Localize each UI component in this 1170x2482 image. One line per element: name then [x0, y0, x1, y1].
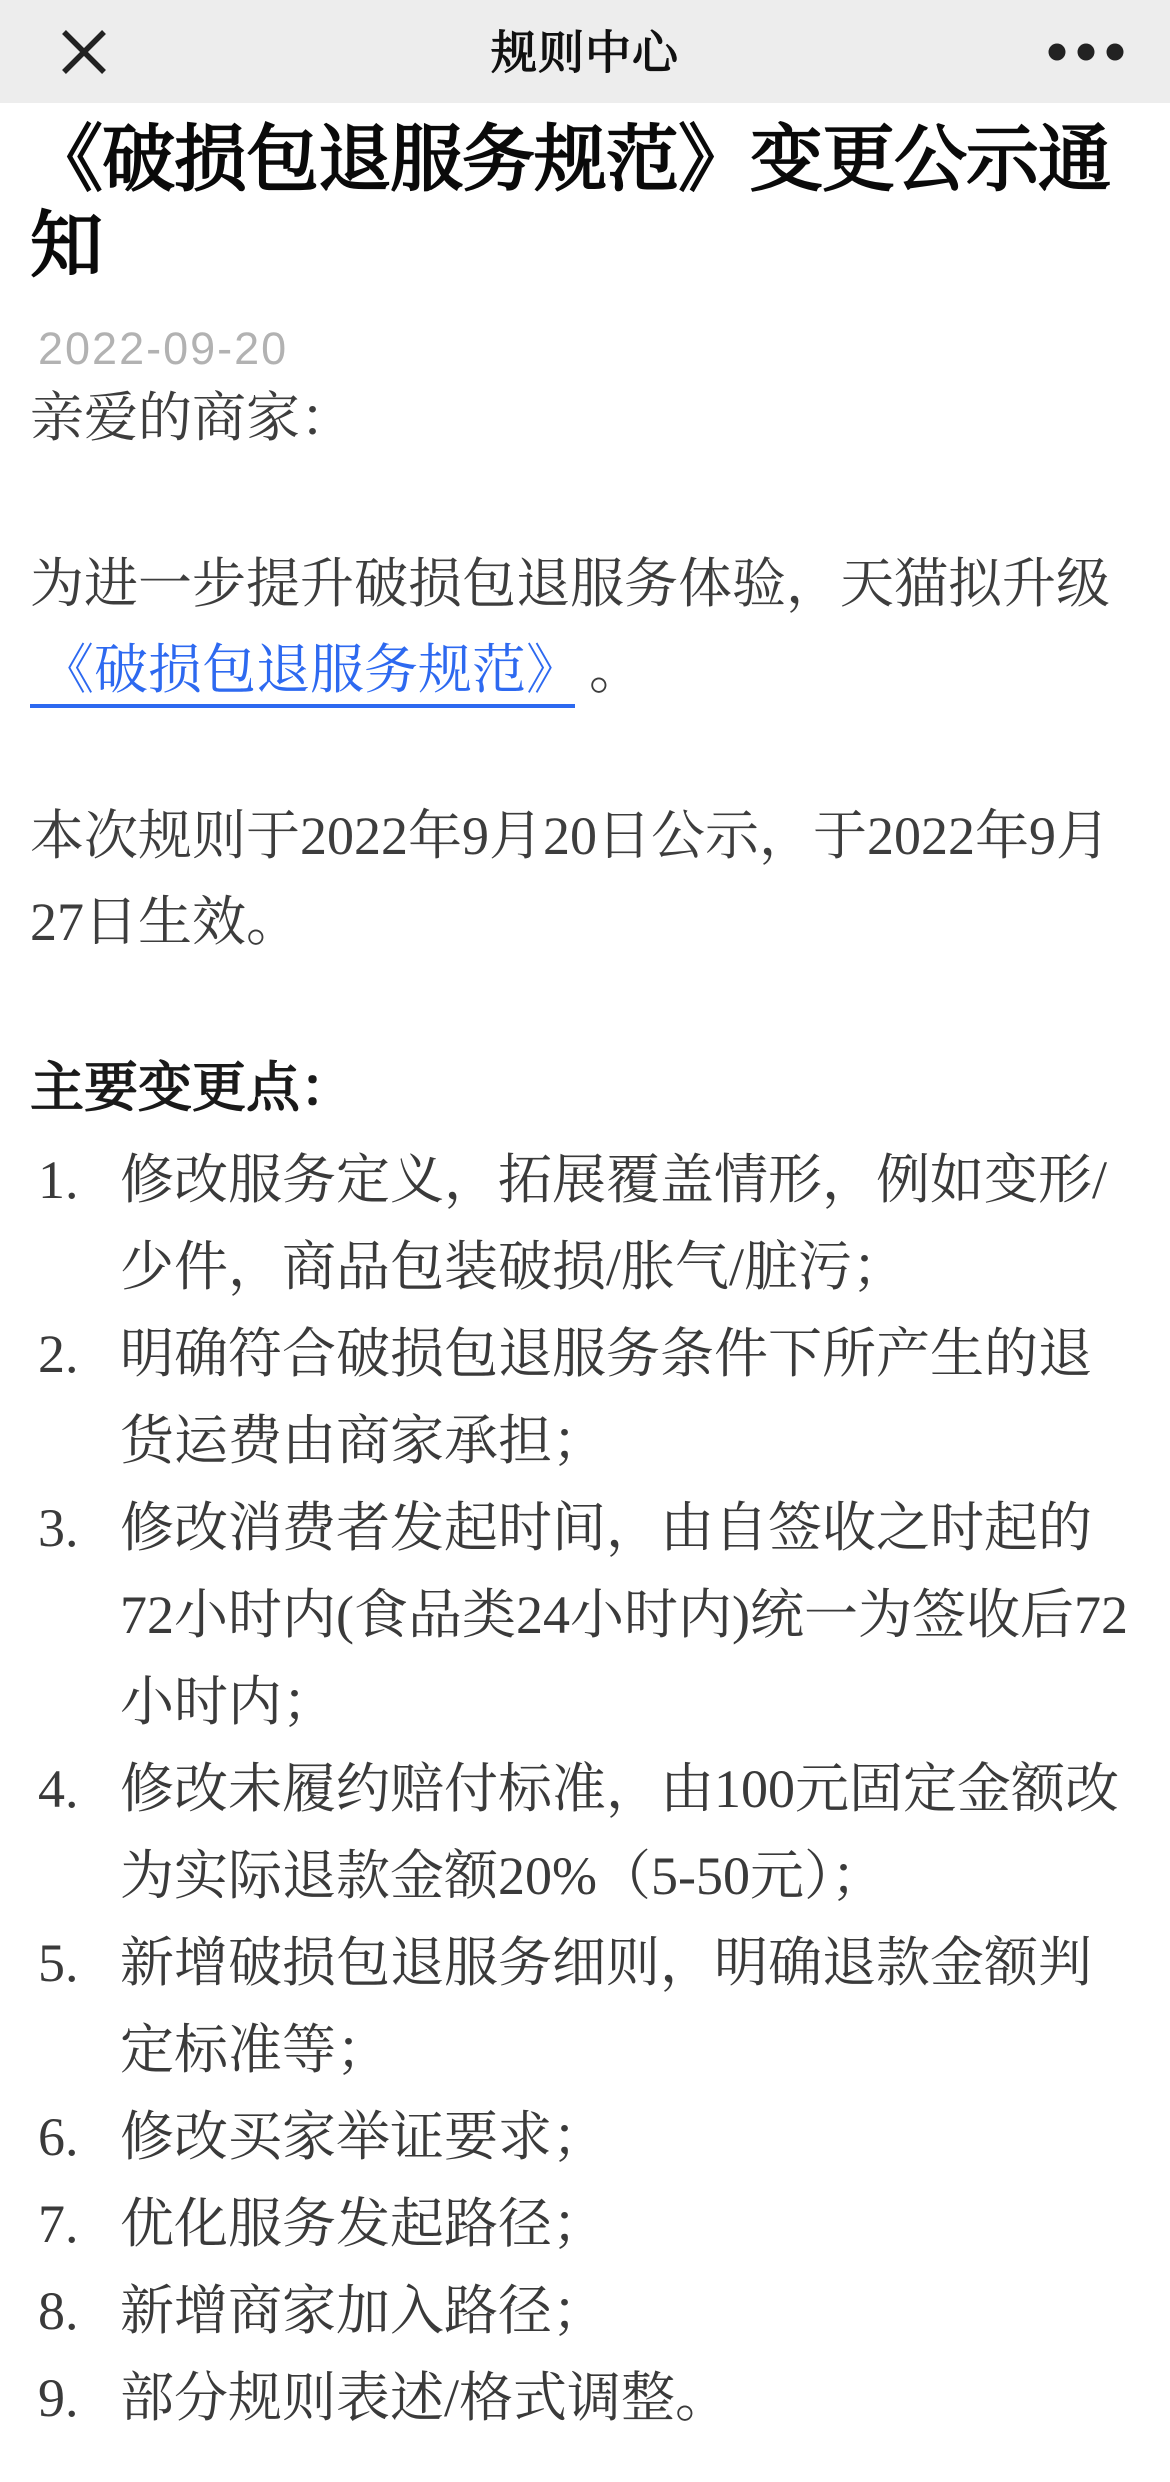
rule-spec-link[interactable]: 《破损包退服务规范》 — [30, 640, 575, 708]
change-item: 明确符合破损包退服务条件下所产生的退货运费由商家承担； — [120, 1324, 1092, 1472]
change-item: 优化服务发起路径； — [120, 2194, 606, 2255]
more-button[interactable] — [1054, 20, 1118, 84]
announce-paragraph: 本次规则于2022年9月20日公示，于2022年9月27日生效。 — [30, 806, 1110, 953]
article-title: 《破损包退服务规范》变更公示通知 — [30, 119, 1110, 287]
close-icon — [59, 27, 109, 77]
intro-paragraph — [30, 541, 1140, 713]
changes-heading: 主要变更点： — [30, 1058, 354, 1119]
change-item: 修改未履约赔付标准，由100元固定金额改为实际退款金额20%（5-50元）； — [120, 1759, 1119, 1907]
change-item: 修改买家举证要求； — [120, 2107, 606, 2168]
article-date: 2022-09-20 — [38, 323, 289, 375]
change-item: 部分规则表述/格式调整。 — [120, 2368, 730, 2429]
changes-list — [30, 1137, 1140, 2442]
greeting-text: 亲爱的商家： — [30, 388, 354, 449]
intro-after-link: 。 — [589, 640, 643, 701]
intro-before-link: 为进一步提升破损包退服务体验，天猫拟升级 — [30, 554, 1110, 615]
change-item: 修改服务定义，拓展覆盖情形，例如变形/少件，商品包装破损/胀气/脏污； — [120, 1150, 1108, 1298]
page-title: 规则中心 — [491, 25, 679, 78]
change-item: 修改消费者发起时间，由自签收之时起的72小时内(食品类24小时内)统一为签收后72小时内； — [120, 1498, 1128, 1733]
change-item: 新增破损包退服务细则，明确退款金额判定标准等； — [120, 1933, 1092, 2081]
more-icon — [1047, 42, 1125, 62]
article-content — [0, 103, 1170, 2482]
navbar — [0, 0, 1170, 103]
close-button[interactable] — [52, 20, 116, 84]
change-item: 新增商家加入路径； — [120, 2281, 606, 2342]
